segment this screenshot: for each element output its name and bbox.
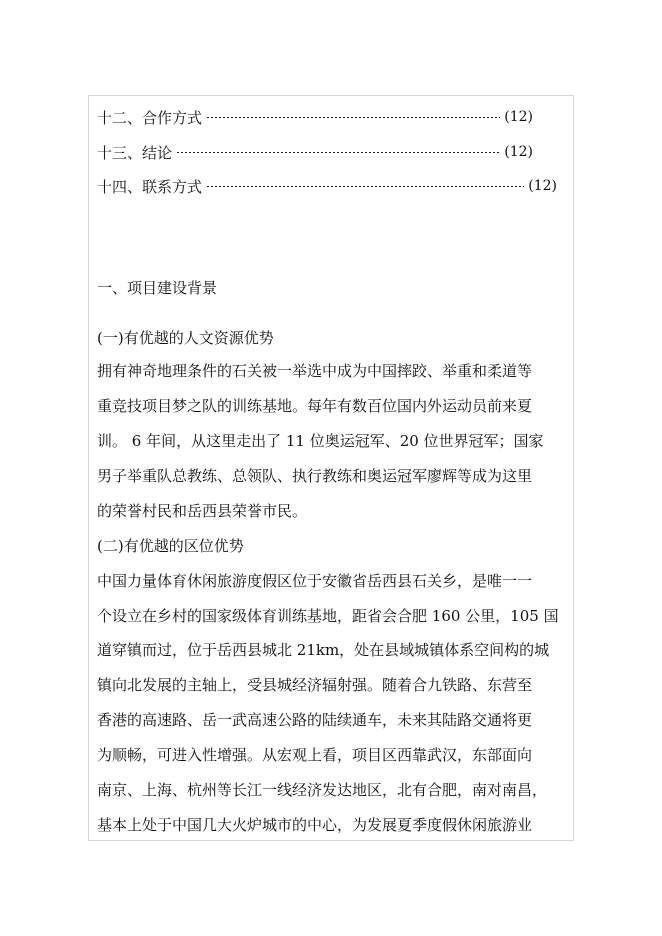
- paragraph-line: 镇向北发展的主轴上，受县城经济辐射强。随着合九铁路、东营至: [97, 676, 533, 694]
- toc-entry-page: (12): [504, 109, 533, 125]
- toc-entry[interactable]: [97, 106, 533, 128]
- section-heading: 一、项目建设背景: [97, 279, 218, 297]
- subsection-heading: (一)有优越的人文资源优势: [97, 329, 274, 347]
- paragraph-line: 男子举重队总教练、总领队、执行教练和奥运冠军廖辉等成为这里: [97, 467, 533, 485]
- paragraph-line: 基本上处于中国几大火炉城市的中心，为发展夏季度假休闲旅游业: [97, 816, 533, 834]
- toc-entry-title: 十二、合作方式: [97, 108, 203, 127]
- toc-entry[interactable]: [97, 141, 533, 163]
- toc-entry-title: 十四、联系方式: [97, 177, 203, 196]
- toc-leader-dots: [176, 152, 500, 153]
- subsection-heading: (二)有优越的区位优势: [97, 537, 244, 555]
- toc-entry-page: (12): [528, 178, 557, 194]
- paragraph-line: 训。 6 年间，从这里走出了 11 位奥运冠军、20 位世界冠军；国家: [97, 432, 544, 450]
- paragraph-line: 的荣誉村民和岳西县荣誉市民。: [97, 502, 308, 520]
- toc-leader-dots: [206, 186, 524, 187]
- paragraph-line: 为顺畅，可进入性增强。从宏观上看，项目区西靠武汉，东部面向: [97, 746, 533, 764]
- paragraph-line: 南京、上海、杭州等长江一线经济发达地区，北有合肥，南对南昌，: [97, 781, 548, 799]
- paragraph-line: 道穿镇而过，位于岳西县城北 21km，处在县域城镇体系空间构的城: [97, 641, 550, 659]
- paragraph-line: 香港的高速路、岳一武高速公路的陆续通车，未来其陆路交通将更: [97, 711, 533, 729]
- paragraph-line: 重竞技项目梦之队的训练基地。每年有数百位国内外运动员前来夏: [97, 397, 533, 415]
- paragraph-line: 拥有神奇地理条件的石关被一举选中成为中国摔跤、举重和柔道等: [97, 362, 533, 380]
- paragraph-line: 个设立在乡村的国家级体育训练基地，距省会合肥 160 公里，105 国: [97, 607, 559, 625]
- toc-leader-dots: [206, 117, 500, 118]
- toc-entry[interactable]: [97, 175, 557, 197]
- toc-entry-title: 十三、结论: [97, 143, 173, 162]
- toc-entry-page: (12): [504, 144, 533, 160]
- paragraph-line: 中国力量体育休闲旅游度假区位于安徽省岳西县石关乡，是唯一一: [97, 572, 533, 590]
